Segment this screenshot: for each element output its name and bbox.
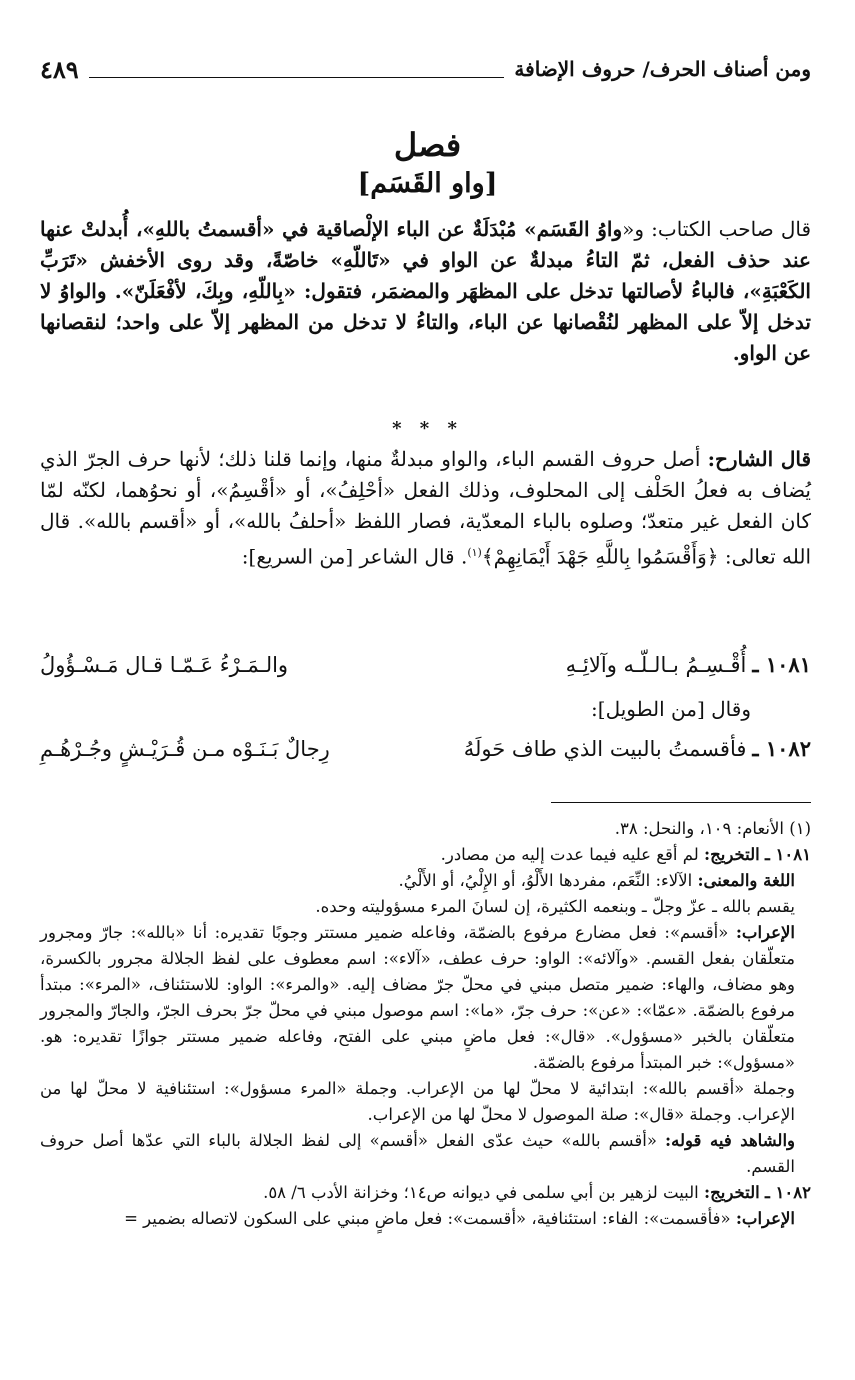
commentary-label: قال الشارح: xyxy=(707,447,812,471)
verse-intro: وقال [من الطويل]: xyxy=(591,697,751,721)
section-subtitle: [واو القَسَم] xyxy=(357,168,498,199)
verse-number: ١٠٨٢ ـ xyxy=(752,736,811,761)
running-header xyxy=(40,52,811,86)
commentary-body: أصل حروف القسم الباء، والواو مبدلةٌ منها، وإنما قلنا ذلك؛ لأنها حرف الجرّ الذي يُضاف به فعلُ الحَلْف إلى المحلوف، وذلك الفعل «أحْلِفُ»، أو «أقْسِمُ»، أو نحوُهما، لكنّه لمّا كان الفعل غير متعدّ؛ وصلوه بالباء المعدّية، فصار اللفظ «أحلفُ بالله»، أو «أقسم بالله». قال الله تعالى: ﴿وَأَقْسَمُوا بِاللَّهِ جَهْدَ أَيْمَانِهِمْ﴾ xyxy=(40,447,811,569)
section-separator: * * * xyxy=(392,418,463,439)
footnote-1081-irab: الإعراب: «أقسم»: فعل مضارع مرفوع بالضمّة، وفاعله ضمير مستتر وجوبًا تقديره: أنا «بالله»: جارّ ومجرور متعلّقان بفعل القسم. «وآلائه»: الواو: حرف عطف، «آلاء»: اسم معطوف على لفظ الجلالة مجرور بالكسرة، وهو مضاف، والهاء: ضمير متصل مبني في محلّ جرّ مضاف إليه. «والمرء»: الواو: للاستئناف، «المرء»: مبتدأ مرفوع بالضمّة. «عمّا»: «عن»: حرف جرّ، «ما»: اسم موصول مبني في محلّ جرّ بحرف الجرّ، والجارّ والمجرور متعلّقان بالخبر «مسؤول». «قال»: فعل ماضٍ مبني على الفتح، وفاعله ضمير مستتر جوازًا تقديره: هو. «مسؤول»: خبر المبتدأ مرفوع بالضمّة. xyxy=(40,923,795,1072)
commentary-end: . قال الشاعر [من السريع]: xyxy=(241,544,468,569)
footnote-ref: (١) xyxy=(467,546,482,559)
footnote-rule xyxy=(551,802,811,803)
author-intro: قال صاحب الكتاب: و« xyxy=(622,217,812,241)
page-number: ٤٨٩ xyxy=(40,54,79,84)
footnotes xyxy=(40,816,811,1232)
verse-hemistich-1: فأقسمتُ بالبيت الذي طاف حَولَهُ xyxy=(463,737,747,761)
footnote-1082-takhrij: ١٠٨٢ ـ التخريج: البيت لزهير بن أبي سلمى في ديوانه ص١٤؛ وخزانة الأدب ٦/ ٥٨. xyxy=(263,1183,811,1202)
footnote-1081-shahid: والشاهد فيه قوله: «أقسم بالله» حيث عدّى الفعل «أقسم» إلى لفظ الجلالة بالباء التي عدّها أصل حروف القسم. xyxy=(40,1131,795,1176)
footnote-1081-jumla: وجملة «أقسم بالله»: ابتدائية لا محلّ لها من الإعراب. وجملة «المرء مسؤول»: استئنافية لا محلّ لها من الإعراب. وجملة «قال»: صلة الموصول لا محلّ لها من الإعراب. xyxy=(40,1079,795,1124)
footnote-1081-lugha: اللغة والمعنى: الآلاء: النِّعَم، مفردها الأَلْوُ، أو الإِلْيُ، أو الأَلْيُ. xyxy=(398,871,795,890)
verse-number: ١٠٨١ ـ xyxy=(752,652,811,677)
verse-hemistich-1: أُقْـسِـمُ بـالـلّـه وآلائِـهِ xyxy=(565,653,747,677)
section-title: فصل xyxy=(393,126,462,164)
verse-1082 xyxy=(40,736,811,761)
footnote-1081-takhrij: ١٠٨١ ـ التخريج: لم أقع عليه فيما عدت إليه من مصادر. xyxy=(440,845,811,864)
author-text xyxy=(40,214,811,369)
footnote-1: (١) الأنعام: ١٠٩، والنحل: ٣٨. xyxy=(614,819,811,838)
verse-hemistich-2: رِجالٌ بَـنَـوْه مـن قُـرَيْـشٍ وجُـرْهُـمِ xyxy=(40,737,330,761)
commentary-text xyxy=(40,444,811,573)
footnote-1082-irab: الإعراب: «فأقسمت»: الفاء: استئنافية، «أقسمت»: فعل ماضٍ مبني على السكون لاتصاله بضمير = xyxy=(124,1209,795,1228)
running-title: ومن أصناف الحرف/ حروف الإضافة xyxy=(514,57,811,81)
header-rule xyxy=(89,77,505,78)
footnote-1081-meaning: يقسم بالله ـ عزّ وجلّ ـ وبنعمه الكثيرة، إن لسانَ المرء مسؤوليته وحده. xyxy=(315,897,795,916)
verse-1081 xyxy=(40,652,811,677)
verse-hemistich-2: والـمَـرْءُ عَـمّـا قـال مَـسْـؤُولُ xyxy=(40,653,289,677)
author-body: واوُ القَسَم» مُبْدَلَةٌ عن الباء الإلْصاقية في «أقسمتُ باللهِ»، أُبدلتْ عنها عند حذف الفعل، ثمّ التاءُ مبدلةٌ عن الواو في «تَاللّهِ» خاصّةً، وقد روى الأخفش «تَرَبِّ الكَعْبَةِ»، فالباءُ لأصالتها تدخل على المظهَر والمضمَر، فتقول: «بِاللّهِ، وبِكَ، لأفْعَلَنّ». والواوُ لا تدخل إلاّ على المظهر لنُقْصانها عن الباء، والتاءُ لا تدخل من المظهر إلاّ على واحد؛ لنقصانها عن الواو. xyxy=(40,217,811,365)
